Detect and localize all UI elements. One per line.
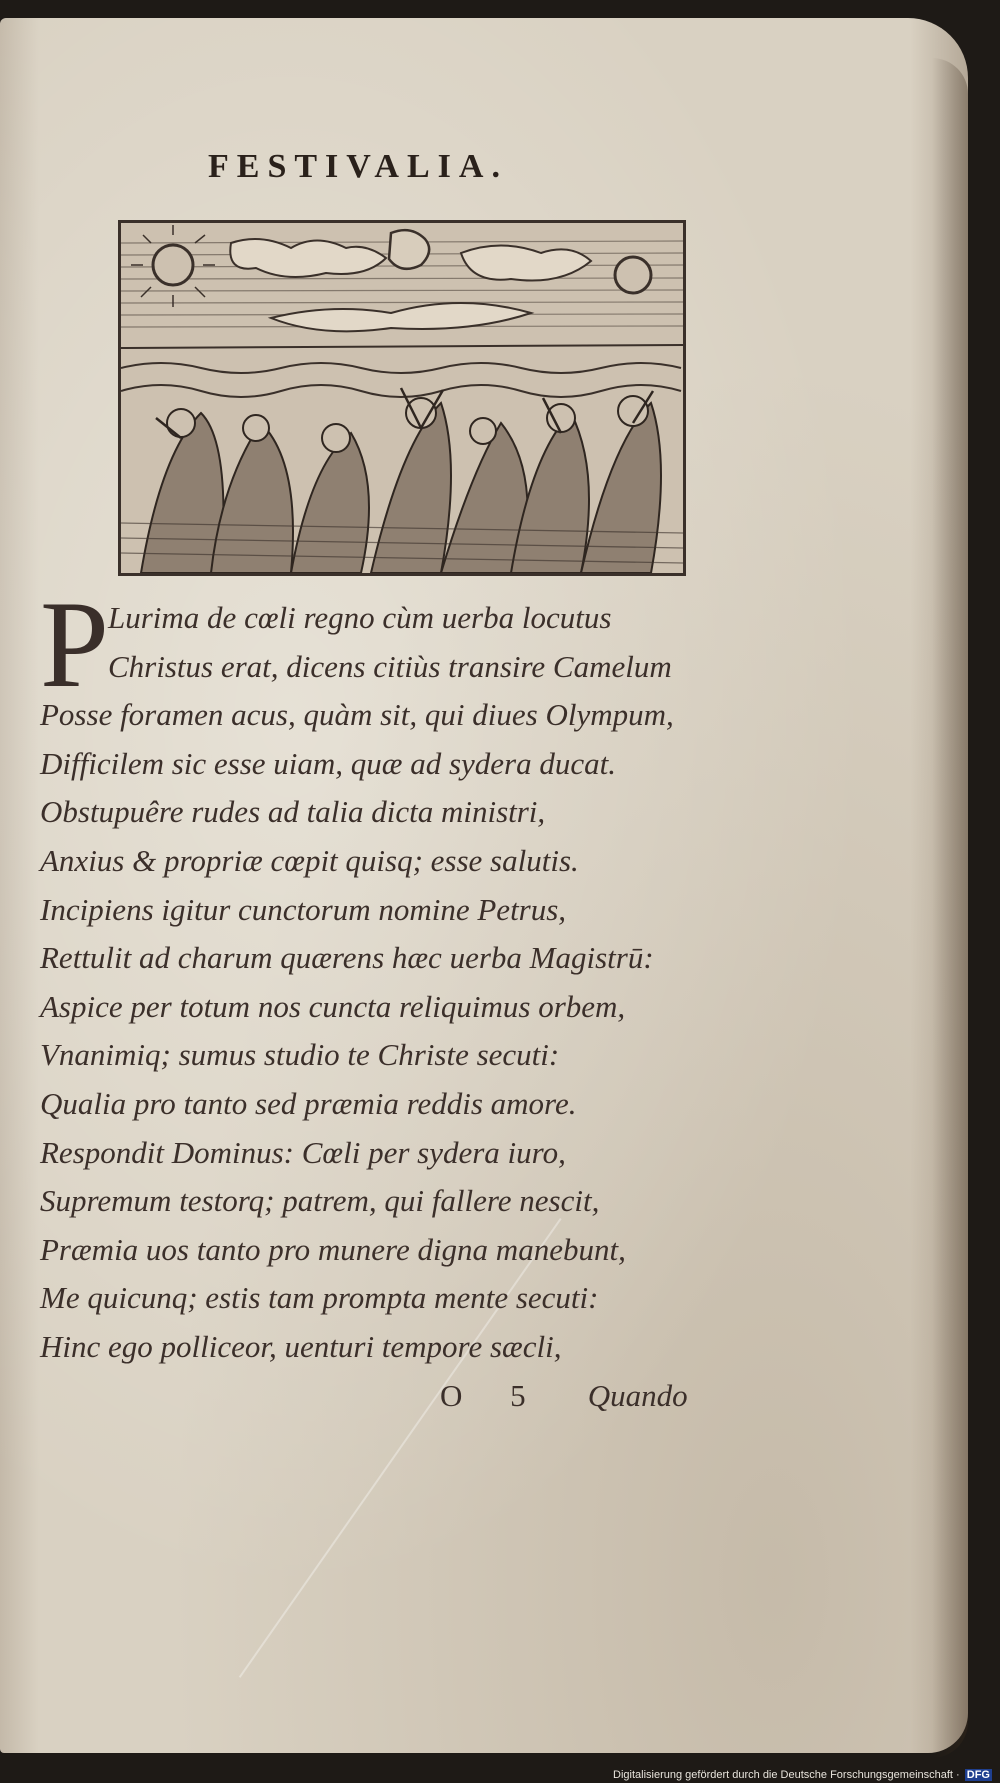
verse-line: Christus erat, dicens citiùs transire Camelum [108,648,672,684]
verse-line: Præmia uos tanto pro munere digna manebunt, [40,1231,626,1267]
verse-line: Anxius & propriæ cœpit quisq; esse salutis. [40,842,579,878]
verse-line: Supremum testorq; patrem, qui fallere nescit, [40,1183,600,1219]
dfg-logo: DFG [966,1769,990,1781]
catchword: Quando [587,1378,688,1413]
catchline [440,1378,770,1414]
signature-mark: O 5 [440,1378,546,1413]
verse-line: Posse foramen acus, quàm sit, qui diues Olympum, [40,697,674,733]
verse-line: Lurima de cœli regno cùm uerba locutus [108,600,612,635]
verse-line: Incipiens igitur cunctorum nomine Petrus, [40,891,567,927]
verse-line: Hinc ego polliceor, uenturi tempore sæcli, [40,1328,562,1364]
verse-line: Vnanimiq; sumus studio te Christe secuti: [40,1037,560,1073]
page-edge-shadow [932,58,968,1758]
running-head: FESTIVALIA. [208,148,508,185]
woodcut-illustration-icon [118,220,686,576]
verse-text [40,594,780,1372]
verse-line: Difficilem sic esse uiam, quæ ad sydera ducat. [40,745,616,781]
verse-line: Respondit Dominus: Cœli per sydera iuro, [40,1134,566,1170]
verse-line: Aspice per totum nos cuncta reliquimus orbem, [40,988,626,1024]
footer-text: Digitalisierung gefördert durch die Deutsche Forschungsgemeinschaft · [613,1769,960,1781]
verse-line: Rettulit ad charum quærens hæc uerba Magistrū: [40,940,654,976]
verse-line: Qualia pro tanto sed præmia reddis amore. [40,1085,577,1121]
verse-line: Obstupuêre rudes ad talia dicta ministri, [40,794,546,830]
drop-cap: P [40,576,109,713]
digitization-footer [613,1769,992,1781]
verse-line: Me quicunq; estis tam prompta mente secuti: [40,1280,599,1316]
